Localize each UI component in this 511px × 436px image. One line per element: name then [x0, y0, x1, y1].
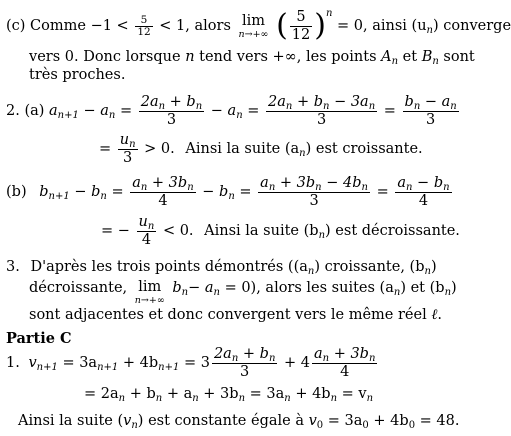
c-line-3: très proches. [29, 67, 126, 83]
c-limit: lim n→+∞ [238, 12, 269, 40]
c-ineq-left: −1 < [90, 18, 129, 34]
c1-fraction-2: $\frac{a_n + 3b_n}{4}$ [313, 345, 376, 380]
q2a-fraction-1: $\frac{2a_n + b_n}{3}$ [140, 93, 203, 128]
c-line-2: vers 0. Donc lorsque n tend vers +∞, les points $A_n$ et $B_n$ sont [29, 49, 475, 67]
q2b-fraction-2: $\frac{a_n + 3b_n - 4b_n}{3}$ [260, 174, 368, 209]
partie-c-title: Partie C [6, 330, 72, 347]
q2a-line-1: 2. (a) $a_{n+1} - a_n$ = $\frac{2a_n + b_n}{3}$ − $a_n$ = $\frac{2a_n + b_n - 3a_n}{3}$ = $\frac{b_n - a_n}{3}$ [6, 93, 457, 128]
c-small-fraction: $\frac{5}{12}$ [137, 13, 151, 38]
c-paren-close: ) [314, 8, 326, 43]
q2a-fraction-un: $\frac{u_n}{3}$ [119, 131, 136, 166]
q2b-fraction-1: $\frac{a_n + 3b_n}{4}$ [132, 174, 194, 209]
q3-line-3: sont adjacentes et donc convergent vers le même réel ℓ. [29, 307, 442, 323]
c-comme: Comme [30, 18, 86, 34]
c-line-1: (c) Comme −1 < $\frac{5}{12}$ < 1, alors lim n→+∞ ( $\frac{5}{12}$ )$^n$ = 0, ainsi $(u_n)$ converge [6, 8, 511, 43]
q3-limit: lim n→+∞ [134, 279, 165, 306]
c-ineq-right: < 1, alors [159, 18, 231, 34]
c1-fraction-1: $\frac{2a_n + b_n}{3}$ [213, 345, 276, 380]
q2b-line-2: = − $\frac{u_n}{4}$ < 0. Ainsi la suite $(b_n)$ est décroissante. [101, 213, 460, 248]
q2b-fraction-un: $\frac{u_n}{4}$ [138, 213, 155, 248]
q2b-fraction-3: $\frac{a_n - b_n}{4}$ [397, 174, 450, 209]
c-big-fraction: $\frac{5}{12}$ [291, 8, 311, 43]
c-seq: (u [411, 18, 427, 34]
q3-line-2: décroissante, lim n→+∞ $b_n- a_n = 0$), alors les suites $(a_n)$ et $(b_n)$ [29, 279, 457, 306]
c-exponent: n [325, 8, 333, 19]
c-converge: converge [443, 18, 511, 34]
q3-line-1: 3. D'après les trois points démontrés ($(a_n)$ croissante, $(b_n)$ [6, 259, 437, 277]
c-eq0: = 0, ainsi [337, 18, 407, 34]
c1-line-2: = $2a_n + b_n + a_n + 3b_n = 3a_n + 4b_n = v_n$ [84, 386, 374, 404]
c-paren-open: ( [276, 8, 288, 43]
q2a-fraction-3: $\frac{b_n - a_n}{3}$ [404, 93, 457, 128]
q2b-line-1: (b) $b_{n+1} - b_n$ = $\frac{a_n + 3b_n}{4}$ − $b_n$ = $\frac{a_n + 3b_n - 4b_n}{3}$ = $\frac{a_n - b_n}{4}$ [6, 174, 450, 209]
q2a-fraction-2: $\frac{2a_n + b_n - 3a_n}{3}$ [268, 93, 376, 128]
c1-line-1: 1. $v_{n+1} = 3a_{n+1} + 4b_{n+1} = 3$ $\frac{2a_n + b_n}{3}$ + 4 $\frac{a_n + 3b_n}{4}$ [6, 345, 376, 380]
c1-line-3: Ainsi la suite $(v_n)$ est constante égale à $v_0 = 3a_0 + 4b_0 = 48$. [18, 413, 460, 431]
q2a-line-2: = $\frac{u_n}{3}$ > 0. Ainsi la suite $(a_n)$ est croissante. [99, 131, 423, 166]
c-label: (c) [6, 18, 26, 34]
